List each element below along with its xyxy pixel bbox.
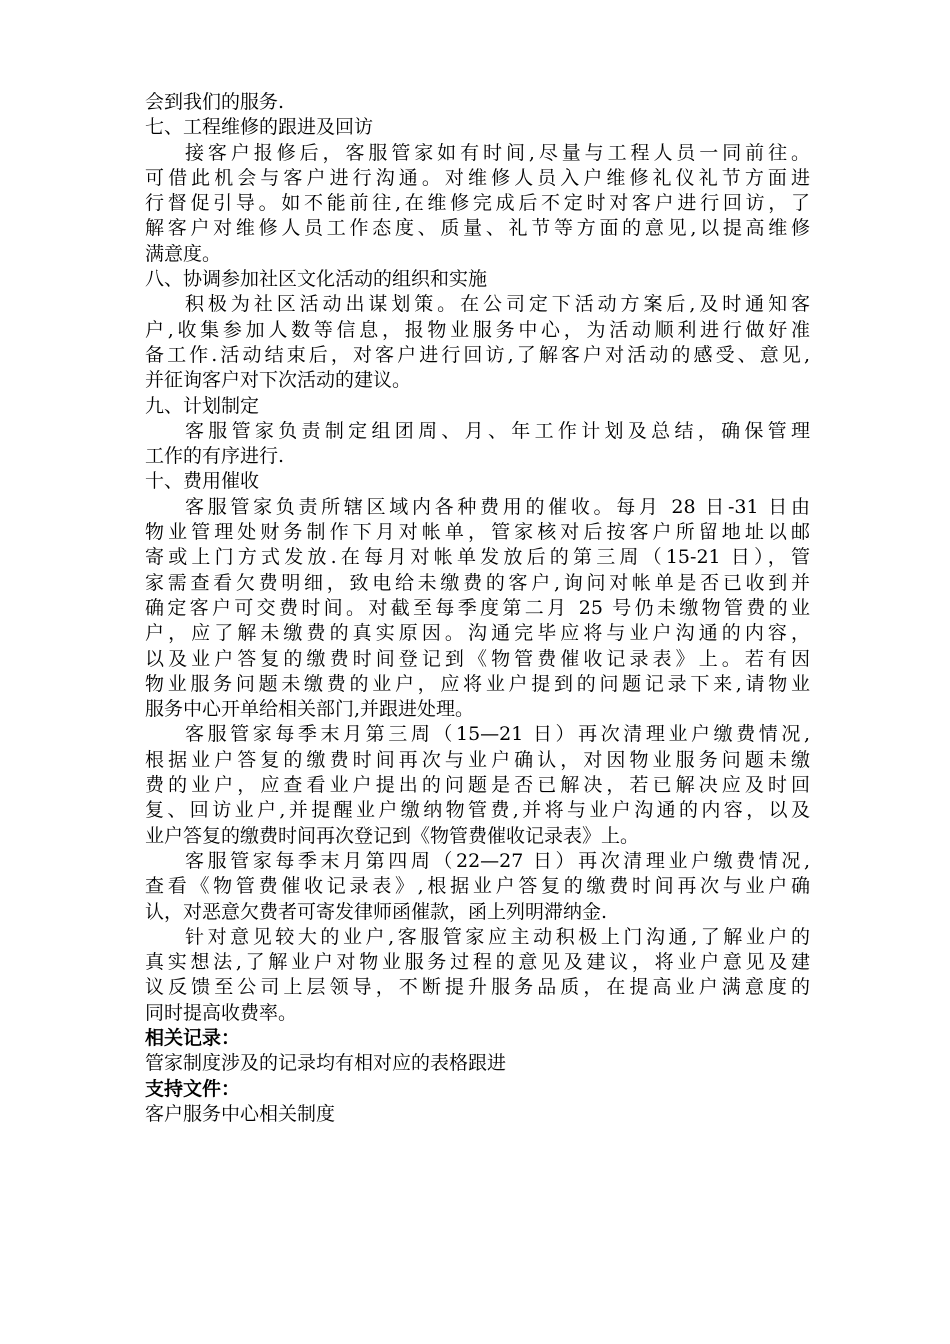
paragraph-line: 以及业户答复的缴费时间登记到《物管费催收记录表》上。若有因 [145,647,810,670]
paragraph-line: 针对意见较大的业户,客服管家应主动积极上门沟通,了解业户的 [185,925,810,948]
paragraph-line: 根据业户答复的缴费时间再次与业户确认，对因物业服务问题未缴 [145,748,810,771]
paragraph-line: 户，应了解未缴费的真实原因。沟通完毕应将与业户沟通的内容， [145,622,810,645]
paragraph-line: 真实想法,了解业户对物业服务过程的意见及建议，将业户意见及建 [145,951,810,974]
paragraph-line: 行督促引导。如不能前往,在维修完成后不定时对客户进行回访，了 [145,192,810,215]
paragraph-line: 积极为社区活动出谋划策。在公司定下活动方案后,及时通知客 [185,293,810,316]
section-heading-9: 九、计划制定 [145,394,260,417]
support-files-text: 客户服务中心相关制度 [145,1102,336,1125]
related-records-text: 管家制度涉及的记录均有相对应的表格跟进 [145,1052,507,1075]
paragraph-line: 可借此机会与客户进行沟通。对维修人员入户维修礼仪礼节方面进 [145,166,810,189]
paragraph-line: 服务中心开单给相关部门,并跟进处理。 [145,698,475,721]
paragraph-line: 家需查看欠费明细，致电给未缴费的客户,询问对帐单是否已收到并 [145,571,810,594]
paragraph-line: 确定客户可交费时间。对截至每季度第二月 25 号仍未缴物管费的业 [145,596,810,619]
paragraph-line: 查看《物管费催收记录表》,根据业户答复的缴费时间再次与业户确 [145,875,810,898]
paragraph-line: 复、回访业户,并提醒业户缴纳物管费,并将与业户沟通的内容，以及 [145,799,810,822]
paragraph-line: 客服管家每季末月第三周（15—21 日）再次清理业户缴费情况, [185,723,810,746]
related-records-label: 相关记录： [145,1026,241,1049]
paragraph-line: 业户答复的缴费时间再次登记到《物管费催收记录表》上。 [145,824,640,847]
section-heading-10: 十、费用催收 [145,470,260,493]
paragraph-line: 户,收集参加人数等信息，报物业服务中心，为活动顺利进行做好准 [145,318,810,341]
document-page [145,90,810,1127]
paragraph-line: 客服管家负责制定组团周、月、年工作计划及总结，确保管理 [185,419,810,442]
paragraph-line: 备工作.活动结束后，对客户进行回访,了解客户对活动的感受、意见, [145,343,810,366]
support-files-label: 支持文件： [145,1077,241,1100]
section-heading-8: 八、协调参加社区文化活动的组织和实施 [145,268,488,291]
text-line: 会到我们的服务. [145,91,285,113]
paragraph-line: 议反馈至公司上层领导，不断提升服务品质，在提高业户满意度的 [145,976,810,999]
paragraph-line: 工作的有序进行. [145,445,285,468]
paragraph-line: 接客户报修后，客服管家如有时间,尽量与工程人员一同前往。 [185,141,810,164]
paragraph-line: 满意度。 [145,242,222,265]
paragraph-line: 并征询客户对下次活动的建议。 [145,369,412,392]
paragraph-line: 费的业户，应查看业户提出的问题是否已解决，若已解决应及时回 [145,774,810,797]
paragraph-line: 客服管家负责所辖区域内各种费用的催收。每月 28 日-31 日由 [185,495,810,518]
paragraph-line: 认，对恶意欠费者可寄发律师函催款，函上列明滞纳金. [145,900,608,923]
section-heading-7: 七、工程维修的跟进及回访 [145,116,374,139]
paragraph-line: 物业服务问题未缴费的业户，应将业户提到的问题记录下来,请物业 [145,672,810,695]
paragraph-line: 寄或上门方式发放.在每月对帐单发放后的第三周（15-21 日），管 [145,546,810,569]
paragraph-line: 解客户对维修人员工作态度、质量、礼节等方面的意见,以提高维修 [145,217,810,240]
paragraph-line: 物业管理处财务制作下月对帐单，管家核对后按客户所留地址以邮 [145,521,810,544]
paragraph-line: 客服管家每季末月第四周（22—27 日）再次清理业户缴费情况, [185,849,810,872]
paragraph-line: 同时提高收费率。 [145,1001,298,1024]
